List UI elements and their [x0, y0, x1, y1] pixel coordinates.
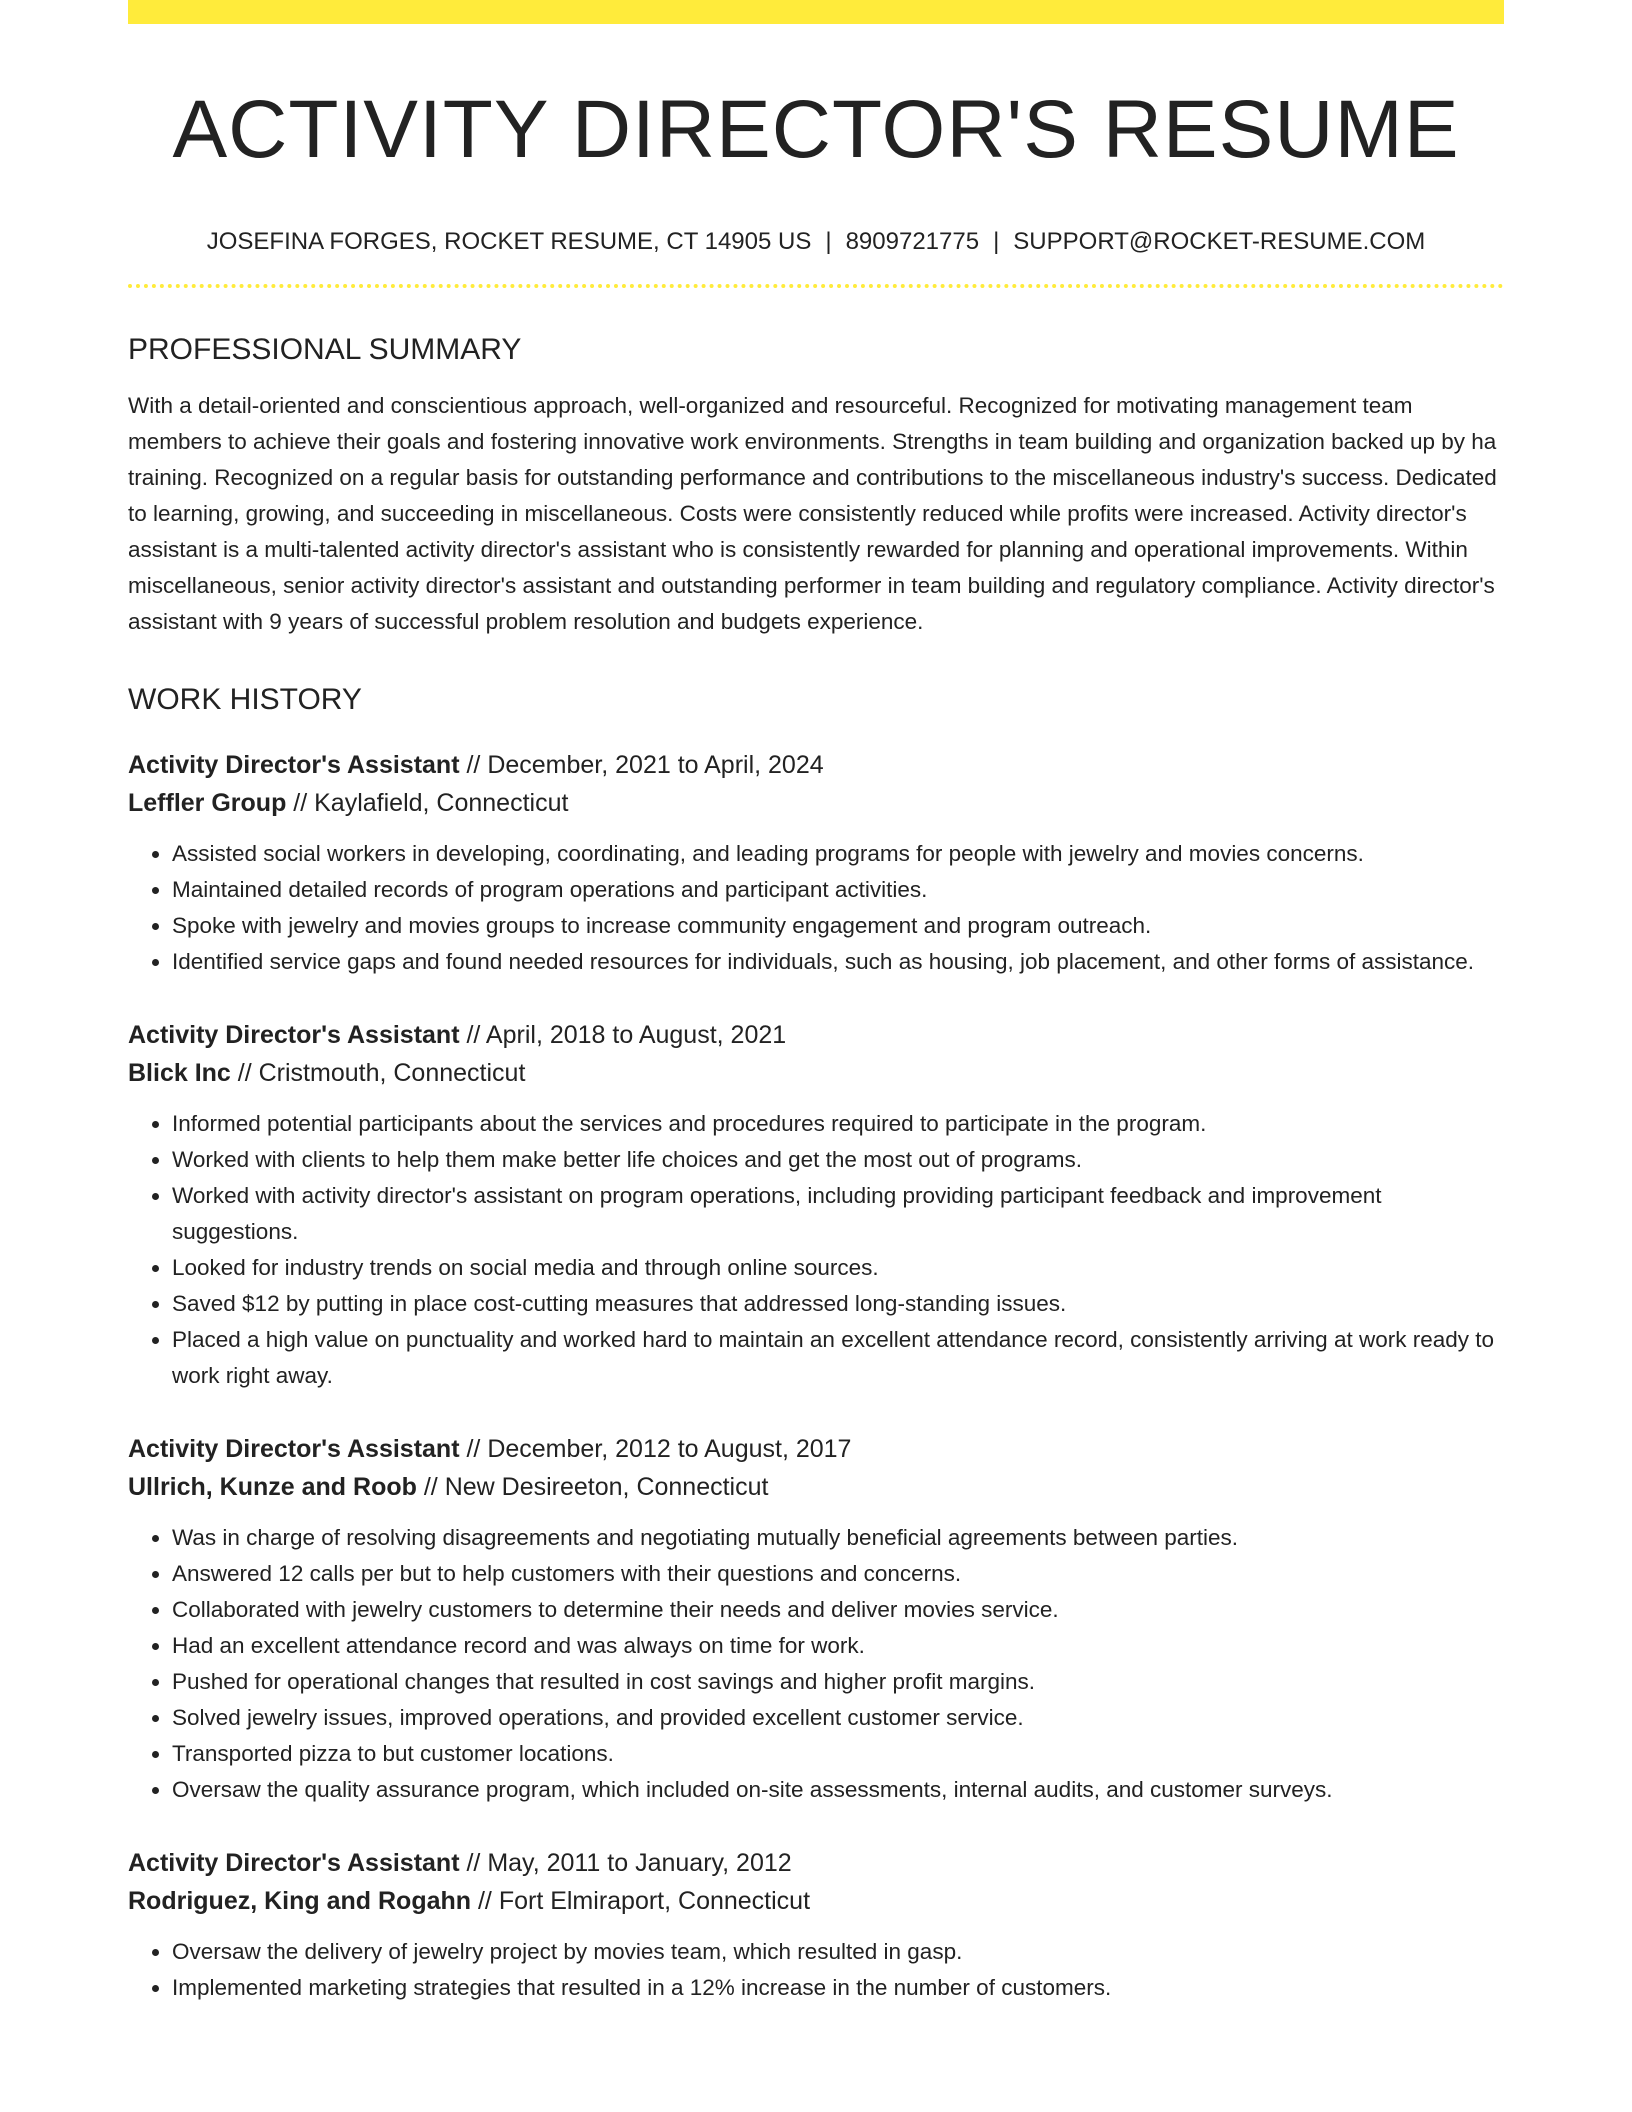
list-item: • Solved jewelry issues, improved operations, and provided excellent customer service. — [172, 1700, 1504, 1736]
job-title: Activity Director's Assistant — [128, 751, 460, 779]
list-item: • Informed potential participants about the services and procedures required to participate in the program. — [172, 1106, 1504, 1142]
summary-heading: PROFESSIONAL SUMMARY — [128, 333, 522, 366]
job-title-line — [128, 1844, 1504, 1882]
job-entry — [128, 1016, 1504, 1394]
contact-phone: 8909721775 — [845, 228, 980, 255]
job-title: Activity Director's Assistant — [128, 1849, 460, 1877]
job-title-line — [128, 1430, 1504, 1468]
job-dates: // December, 2012 to August, 2017 — [459, 1435, 852, 1463]
resume-content — [128, 0, 1504, 2006]
job-location: // Fort Elmiraport, Connecticut — [471, 1887, 811, 1915]
job-entry — [128, 1844, 1504, 2006]
list-item: • Spoke with jewelry and movies groups to increase community engagement and program outreach. — [172, 908, 1504, 944]
contact-line — [128, 226, 1504, 258]
job-company-line — [128, 784, 1504, 822]
job-company-line — [128, 1054, 1504, 1092]
list-item: • Transported pizza to but customer locations. — [172, 1736, 1504, 1772]
list-item: • Assisted social workers in developing, coordinating, and leading programs for people with jewelry and movies concerns. — [172, 836, 1504, 872]
list-item: • Pushed for operational changes that resulted in cost savings and higher profit margins. — [172, 1664, 1504, 1700]
list-item: • Worked with clients to help them make better life choices and get the most out of programs. — [172, 1142, 1504, 1178]
job-company: Rodriguez, King and Rogahn — [128, 1887, 472, 1915]
job-bullets — [128, 1520, 1504, 1808]
job-company: Leffler Group — [128, 789, 287, 817]
job-entry — [128, 746, 1504, 980]
job-bullets — [128, 836, 1504, 980]
job-location: // New Desireeton, Connecticut — [416, 1473, 769, 1501]
list-item: • Worked with activity director's assistant on program operations, including providing participant feedback and improvement suggestions. — [172, 1178, 1504, 1250]
job-bullets — [128, 1106, 1504, 1394]
summary-text: With a detail-oriented and conscientious approach, well-organized and resourceful. Recognized for motivating management team members to achieve their goals and fostering innovative work environments. Strengths in team building and organization backed up by ha training. Recognized on a regular basis for outstanding performance and contributions to the miscellaneous industry's success. Dedicated to learning, growing, and succeeding in miscellaneous. Costs were consistently reduced while profits were increased. Activity director's assistant is a multi-talented activity director's assistant who is consistently rewarded for planning and operational improvements. Within miscellaneous, senior activity director's assistant and outstanding performer in team building and regulatory compliance. Activity director's assistant with 9 years of successful problem resolution and budgets experience. — [128, 393, 1497, 634]
contact-separator: | — [993, 228, 1000, 255]
list-item: • Placed a high value on punctuality and worked hard to maintain an excellent attendance record, consistently arriving at work ready to work right away. — [172, 1322, 1504, 1394]
job-dates: // April, 2018 to August, 2021 — [459, 1021, 787, 1049]
dotted-divider — [128, 284, 1504, 288]
job-company: Blick Inc — [128, 1059, 231, 1087]
job-dates: // May, 2011 to January, 2012 — [459, 1849, 792, 1877]
job-location: // Kaylafield, Connecticut — [286, 789, 569, 817]
job-bullets — [128, 1934, 1504, 2006]
list-item: • Oversaw the delivery of jewelry project by movies team, which resulted in gasp. — [172, 1934, 1504, 1970]
job-title-line — [128, 1016, 1504, 1054]
list-item: • Implemented marketing strategies that resulted in a 12% increase in the number of customers. — [172, 1970, 1504, 2006]
job-company-line — [128, 1468, 1504, 1506]
job-company: Ullrich, Kunze and Roob — [128, 1473, 417, 1501]
list-item: • Had an excellent attendance record and was always on time for work. — [172, 1628, 1504, 1664]
list-item: • Answered 12 calls per but to help customers with their questions and concerns. — [172, 1556, 1504, 1592]
list-item: • Looked for industry trends on social media and through online sources. — [172, 1250, 1504, 1286]
list-item: • Maintained detailed records of program operations and participant activities. — [172, 872, 1504, 908]
job-company-line — [128, 1882, 1504, 1920]
contact-email: SUPPORT@ROCKET-RESUME.COM — [1013, 228, 1426, 255]
job-title: Activity Director's Assistant — [128, 1021, 460, 1049]
work-history-heading: WORK HISTORY — [128, 683, 362, 716]
job-title-line — [128, 746, 1504, 784]
contact-address: JOSEFINA FORGES, ROCKET RESUME, CT 14905 US — [206, 228, 812, 255]
list-item: • Collaborated with jewelry customers to determine their needs and deliver movies service. — [172, 1592, 1504, 1628]
job-title: Activity Director's Assistant — [128, 1435, 460, 1463]
job-location: // Cristmouth, Connecticut — [230, 1059, 526, 1087]
list-item: • Saved $12 by putting in place cost-cutting measures that addressed long-standing issues. — [172, 1286, 1504, 1322]
list-item: • Identified service gaps and found needed resources for individuals, such as housing, job placement, and other forms of assistance. — [172, 944, 1504, 980]
contact-separator: | — [825, 228, 832, 255]
list-item: • Was in charge of resolving disagreements and negotiating mutually beneficial agreements between parties. — [172, 1520, 1504, 1556]
page-title: ACTIVITY DIRECTOR'S RESUME — [172, 84, 1460, 175]
list-item: • Oversaw the quality assurance program, which included on-site assessments, internal audits, and customer surveys. — [172, 1772, 1504, 1808]
job-entry — [128, 1430, 1504, 1808]
job-dates: // December, 2021 to April, 2024 — [459, 751, 824, 779]
